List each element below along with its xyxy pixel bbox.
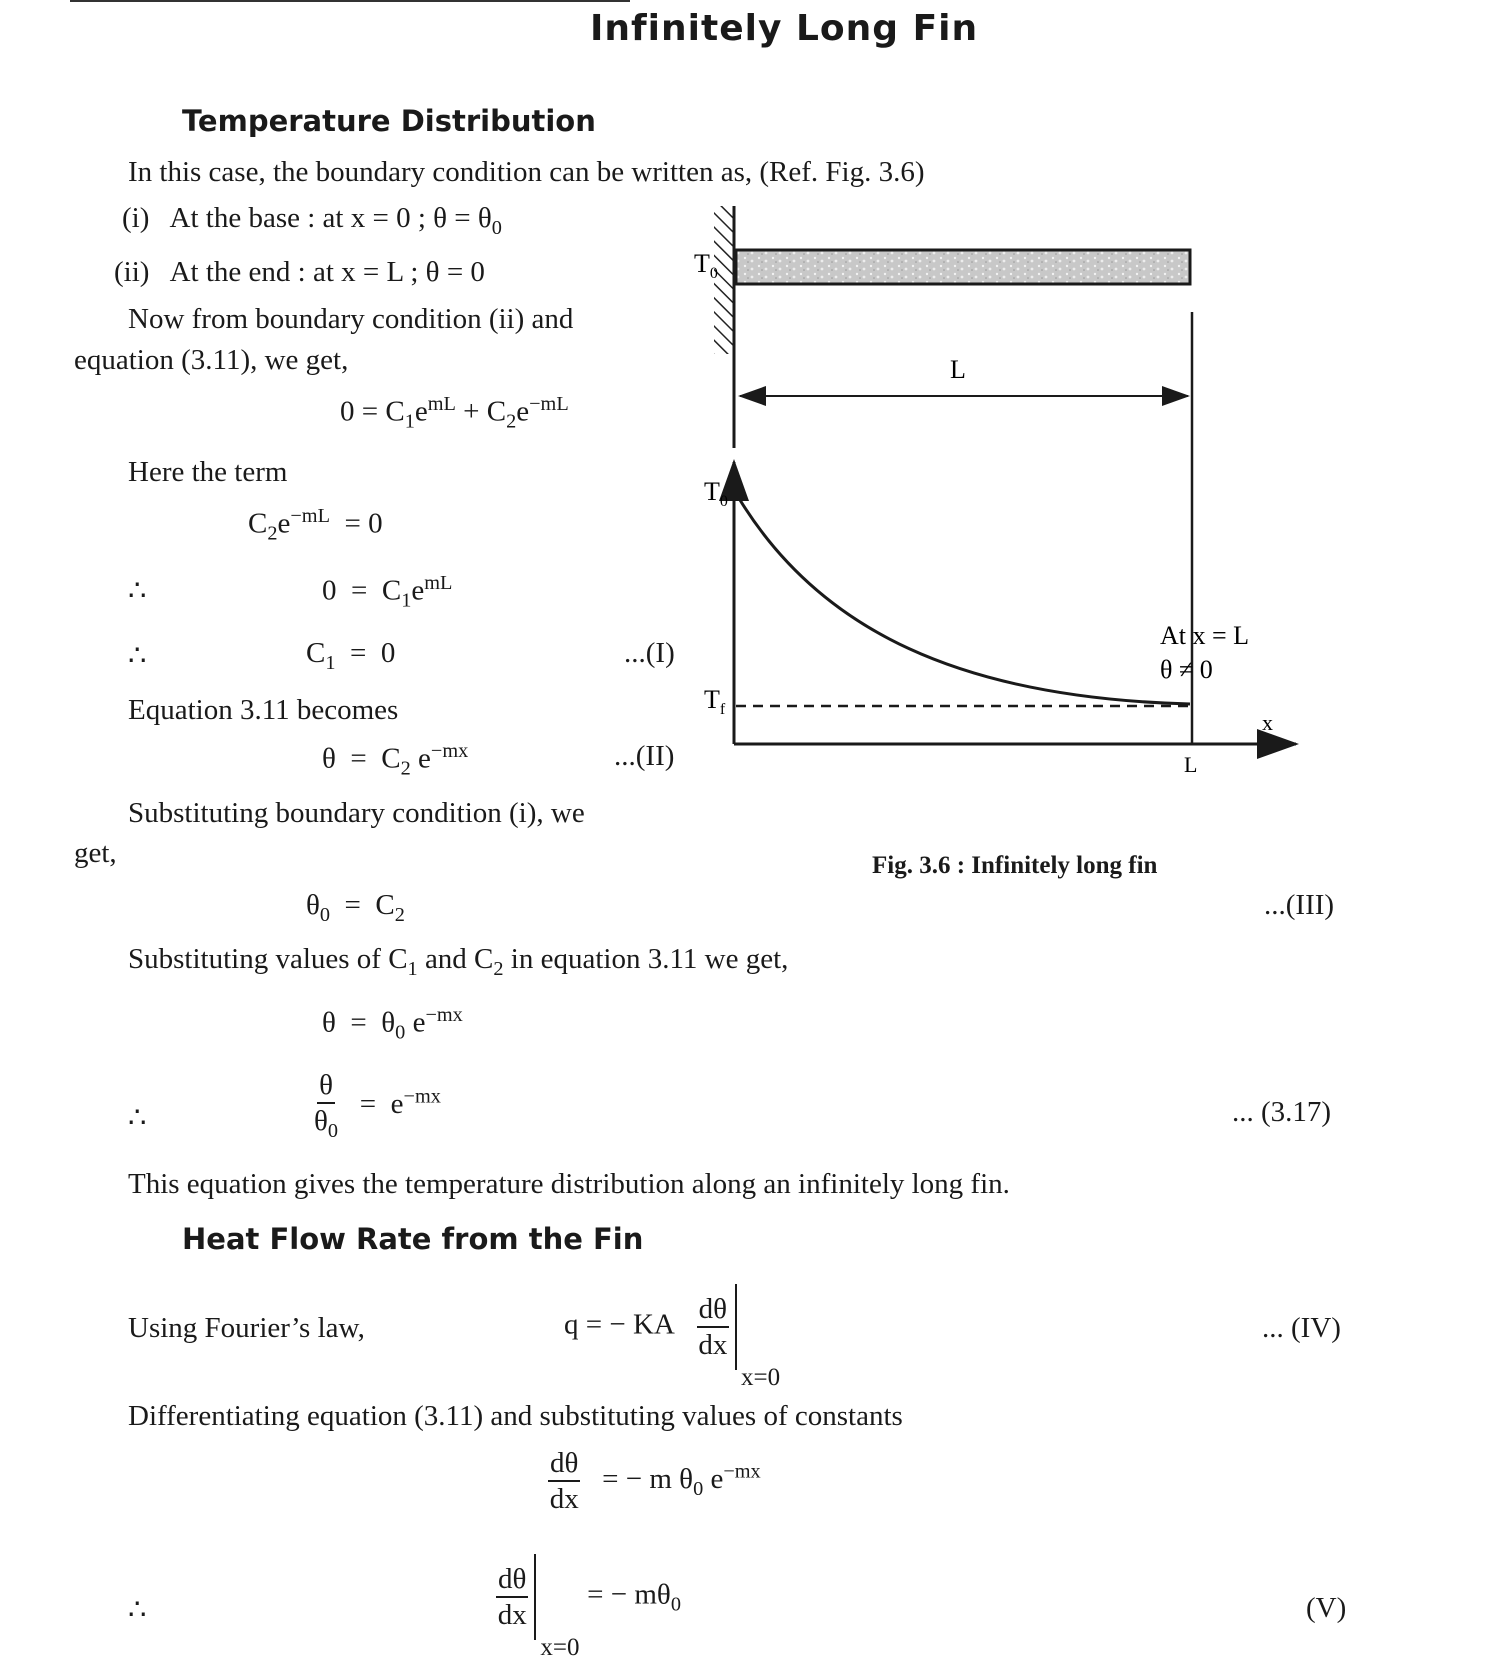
now-line-1: Now from boundary condition (ii) and <box>128 303 574 335</box>
eval-bar-1: x=0 <box>735 1284 737 1370</box>
subst-values: Substituting values of $C_1$ and $C_2$ in equation 3.11 we get, <box>128 943 789 980</box>
equation-e1: $\theta = \theta_0$ $e^{-mx}$ <box>322 1004 463 1044</box>
equation-g: $\frac{d\theta}{dx}$ = − m $\theta_0$ $e^{-mx}$ <box>549 1447 761 1516</box>
equation-tag-III: ...(III) <box>1264 889 1335 921</box>
equation-c: $\theta = C_2$ $e^{-mx}$ <box>322 740 469 780</box>
L-axis-tick-label: L <box>1184 752 1198 777</box>
therefore-2: ∴ <box>128 640 147 672</box>
equation-tag-II: ...(II) <box>614 740 675 772</box>
length-label: L <box>950 355 966 384</box>
bc2-label: (ii) <box>114 256 150 288</box>
x-axis-label: x <box>1262 710 1273 735</box>
equation-e2: $\frac{\theta}{\theta_0}$ = $e^{-mx}$ <box>314 1069 441 1143</box>
intro-text: In this case, the boundary condition can be written as, (Ref. Fig. 3.6) <box>128 156 925 188</box>
equation-d: $\theta_0 = C_2$ <box>306 889 405 926</box>
subst-i-line1: Substituting boundary condition (i), we <box>128 797 585 829</box>
dtheta-dx: $\frac{d\theta}{dx}$ <box>698 1292 728 1361</box>
theta-not-zero-label: θ ≠ 0 <box>1160 655 1213 684</box>
at-x-equals-L-label: At x = L <box>1160 621 1250 650</box>
dtheta-dx-3: $\frac{d\theta}{dx}$ <box>497 1562 527 1631</box>
equation-term: $C_2e^{-mL} = 0$ <box>248 505 383 545</box>
here-the-term: Here the term <box>128 456 288 488</box>
fin-rod <box>736 250 1190 284</box>
figure-caption: Fig. 3.6 : Infinitely long fin <box>872 852 1158 879</box>
equation-tag-IV: ... (IV) <box>1262 1312 1341 1344</box>
equation-h: $\frac{d\theta}{dx}$ x=0 = − $m\theta_0$ <box>496 1554 681 1640</box>
subst-i-line2: get, <box>74 837 117 869</box>
bc1 <box>122 202 502 240</box>
differentiating-text: Differentiating equation (3.11) and substituting values of constants <box>128 1400 903 1432</box>
equation-b1: $0 = C_1e^{mL}$ <box>322 572 453 612</box>
bc1-text: At the base : at x = 0 ; θ = θ <box>169 202 492 234</box>
equation-b2: $C_1 = 0$ <box>306 637 396 674</box>
axis-temp-T0-label: $T_0$ <box>704 477 728 510</box>
fin-base-temp-label: $T_0$ <box>694 249 718 282</box>
equation-f: q = − KA $\frac{d\theta}{dx}$ x=0 <box>564 1284 737 1370</box>
eval-bar-2: x=0 <box>534 1554 536 1640</box>
equation-tag-I: ...(I) <box>624 637 675 669</box>
equation-tag-317: ... (3.17) <box>1232 1096 1332 1128</box>
fluid-temp-label: $T_f$ <box>704 685 726 718</box>
therefore-4: ∴ <box>128 1594 147 1626</box>
therefore-3: ∴ <box>128 1102 147 1134</box>
section-heading-temperature: Temperature Distribution <box>182 104 596 138</box>
equation-tag-V: (V) <box>1306 1592 1347 1624</box>
now-line-2: equation (3.11), we get, <box>74 344 349 376</box>
temperature-decay-curve <box>740 500 1190 704</box>
fourier-text: Using Fourier’s law, <box>128 1312 365 1344</box>
page-title: Infinitely Long Fin <box>590 8 979 49</box>
section-heading-heat-flow: Heat Flow Rate from the Fin <box>182 1222 644 1256</box>
conclusion-text: This equation gives the temperature distribution along an infinitely long fin. <box>128 1168 1010 1200</box>
bc1-label: (i) <box>122 202 150 234</box>
therefore-1: ∴ <box>128 575 147 607</box>
theta-over-theta0: $\frac{\theta}{\theta_0}$ <box>314 1069 339 1143</box>
bc1-sub: 0 <box>491 216 502 239</box>
bc2 <box>114 256 485 289</box>
equation-a: $0 = C_1e^{mL} + C_2e^{-mL}$ <box>340 393 569 433</box>
bc2-text: At the end : at x = L ; θ = 0 <box>169 256 485 288</box>
equation-311-becomes: Equation 3.11 becomes <box>128 694 399 726</box>
dtheta-dx-2: $\frac{d\theta}{dx}$ <box>549 1447 579 1516</box>
top-rule <box>70 0 630 2</box>
figure-infinitely-long-fin <box>694 200 1360 820</box>
